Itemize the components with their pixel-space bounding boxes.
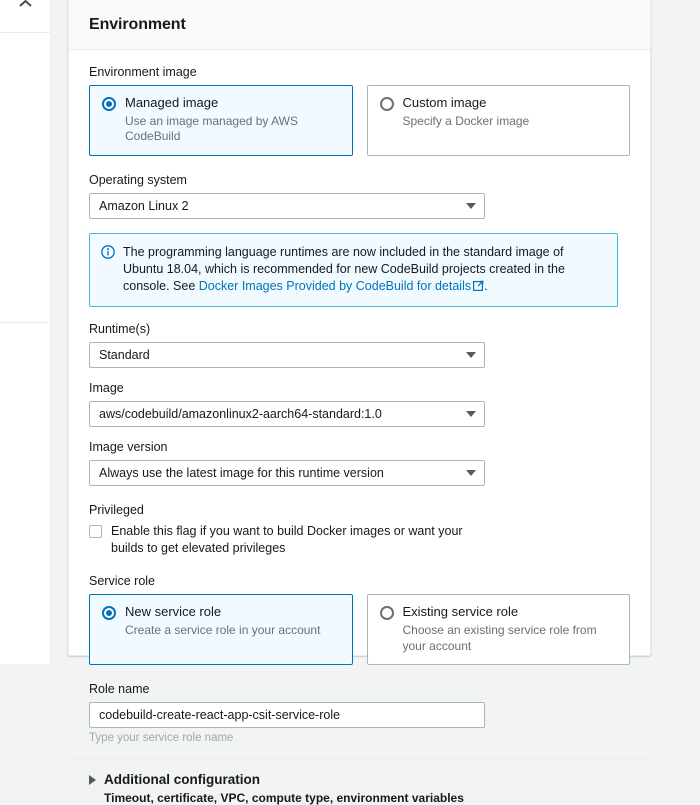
environment-panel bbox=[68, 0, 651, 805]
role-name-hint: Type your service role name bbox=[89, 732, 234, 745]
external-link-icon bbox=[473, 279, 484, 296]
image-select[interactable] bbox=[89, 401, 485, 427]
environment-image-options bbox=[89, 85, 630, 156]
radio-managed-image[interactable] bbox=[102, 97, 116, 111]
service-role-option-existing-description: Choose an existing service role from your account bbox=[402, 622, 597, 653]
chevron-up-icon bbox=[18, 0, 33, 10]
service-role-option-existing-title: Existing service role bbox=[402, 604, 519, 620]
environment-image-option-custom-title: Custom image bbox=[402, 95, 487, 110]
main-content-area bbox=[52, 0, 700, 805]
triangle-right-icon bbox=[89, 775, 96, 785]
runtimes-label: Runtime(s) bbox=[89, 322, 151, 337]
privileged-label: Privileged bbox=[89, 503, 144, 518]
chevron-down-icon bbox=[466, 203, 476, 209]
environment-image-option-custom-description: Specify a Docker image bbox=[402, 113, 530, 128]
additional-configuration-section bbox=[69, 758, 650, 805]
image-selected-value: aws/codebuild/amazonlinux2-aarch64-standard:1.0 bbox=[99, 407, 382, 422]
alert-message bbox=[123, 244, 605, 296]
service-role-options bbox=[89, 594, 630, 665]
environment-image-label: Environment image bbox=[89, 65, 197, 79]
alert-text-after-link: . bbox=[484, 279, 488, 294]
image-version-selected-value: Always use the latest image for this runtime version bbox=[99, 466, 384, 481]
role-name-input[interactable] bbox=[89, 702, 485, 728]
left-sidebar-rail bbox=[0, 0, 51, 664]
service-role-option-existing[interactable] bbox=[367, 594, 631, 665]
runtime-info-alert bbox=[89, 233, 618, 307]
environment-image-option-custom[interactable] bbox=[367, 85, 631, 156]
additional-configuration-title: Additional configuration bbox=[104, 772, 260, 788]
image-version-select[interactable] bbox=[89, 460, 485, 486]
chevron-down-icon bbox=[466, 470, 476, 476]
page-title: Environment bbox=[89, 15, 186, 33]
radio-new-service-role[interactable] bbox=[102, 606, 116, 620]
operating-system-select[interactable] bbox=[89, 193, 485, 219]
service-role-option-new-description: Create a service role in your account bbox=[125, 622, 321, 637]
docker-images-link[interactable]: Docker Images Provided by CodeBuild for details bbox=[198, 279, 472, 294]
privileged-checkbox[interactable] bbox=[89, 525, 102, 538]
chevron-down-icon bbox=[466, 352, 476, 358]
radio-existing-service-role[interactable] bbox=[380, 606, 394, 620]
sidebar-collapse-button[interactable] bbox=[0, 0, 51, 33]
panel-body bbox=[69, 50, 650, 744]
runtimes-selected-value: Standard bbox=[99, 348, 150, 363]
image-label: Image bbox=[89, 381, 124, 396]
service-role-label: Service role bbox=[89, 574, 155, 589]
panel-header bbox=[69, 0, 650, 50]
environment-image-option-managed-title: Managed image bbox=[125, 95, 219, 110]
chevron-down-icon bbox=[466, 411, 476, 417]
role-name-label: Role name bbox=[89, 682, 150, 697]
operating-system-selected-value: Amazon Linux 2 bbox=[99, 199, 189, 214]
runtimes-select[interactable] bbox=[89, 342, 485, 368]
operating-system-label: Operating system bbox=[89, 173, 187, 188]
privileged-checkbox-label: Enable this flag if you want to build Docker images or want your builds to get elevated privileges bbox=[111, 524, 463, 556]
privileged-checkbox-row[interactable] bbox=[89, 523, 630, 557]
image-version-label: Image version bbox=[89, 440, 168, 455]
service-role-option-new-title: New service role bbox=[125, 604, 222, 620]
environment-image-option-managed-description: Use an image managed by AWS CodeBuild bbox=[125, 113, 298, 144]
environment-image-option-managed[interactable] bbox=[89, 85, 353, 156]
radio-custom-image[interactable] bbox=[380, 97, 394, 111]
service-role-option-new[interactable] bbox=[89, 594, 353, 665]
sidebar-divider bbox=[0, 322, 51, 323]
alert-text-before-link: The programming language runtimes are now included in the standard image of Ubuntu 18.04, which is recommended for new CodeBuild projects created in the console. See bbox=[123, 245, 565, 294]
additional-configuration-subtitle: Timeout, certificate, VPC, compute type, environment variables bbox=[104, 791, 464, 805]
additional-configuration-toggle[interactable] bbox=[89, 772, 630, 787]
info-circle-icon bbox=[101, 245, 115, 262]
